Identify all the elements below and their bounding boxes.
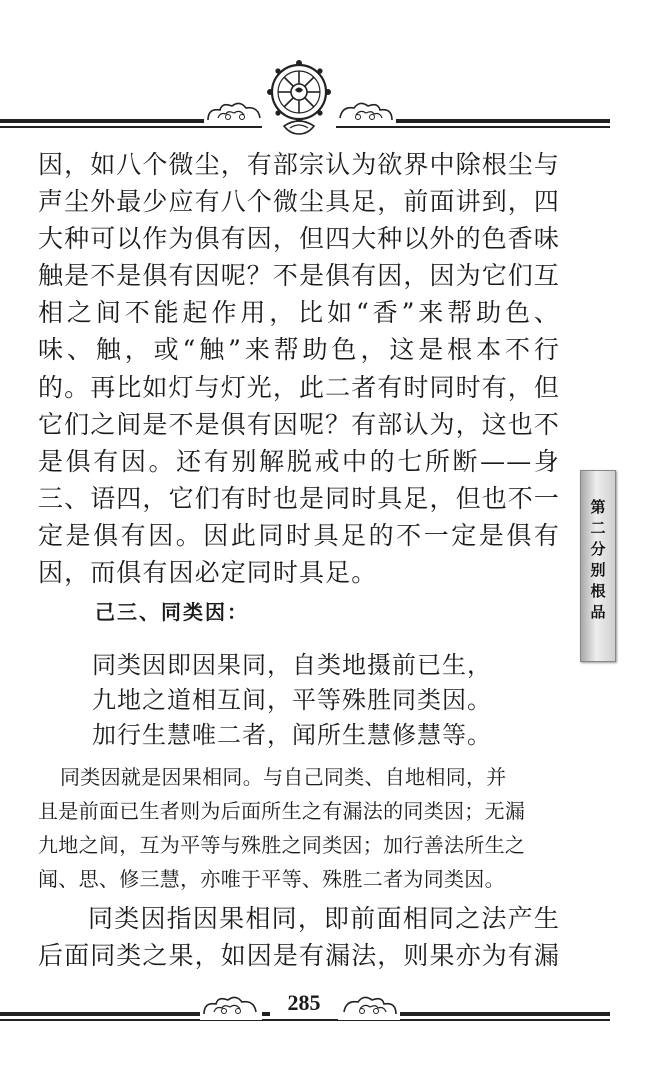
body-paragraph: 因，如八个微尘，有部宗认为欲界中除根尘与声尘外最少应有八个微尘具足，前面讲到，四大种可以作为俱有因，但四大种以外的色香味触是不是俱有因呢？不是俱有因，因为它们互相之间不能起作用，比如“香”来帮助色、味、触，或“触”来帮助色，这是根本不行的。再比如灯与灯光，此二者有时同时有，但它们之间是不是俱有因呢？有部认为，这也不是俱有因。还有别解脱戒中的七所断——身三、语四，它们有时也是同时具足，但也不一定是俱有因。因此同时具足的不一定是俱有因，而俱有因必定同时具足。 [38, 150, 561, 588]
chapter-side-tab [580, 470, 616, 662]
header-cloud-right-icon [334, 100, 396, 126]
commentary-line: 同类因就是因果相同。与自己同类、自地相同，并 [60, 765, 507, 789]
chapter-side-tab-label: 第二分别根品 [588, 499, 607, 625]
verse-block [92, 648, 572, 753]
section-heading: 己三、同类因： [95, 600, 249, 624]
commentary-line: 闻、思、修三慧，亦唯于平等、殊胜二者为同类因。 [38, 867, 505, 891]
verse-line: 九地之道相互间，平等殊胜同类因。 [92, 686, 492, 714]
body-paragraph: 同类因指因果相同，即前面相同之法产生后面同类之果，如因是有漏法，则果亦为有漏 [38, 904, 561, 971]
dharma-wheel-icon [262, 56, 336, 136]
footer-cloud-right-icon [338, 994, 400, 1020]
verse-line: 加行生慧唯二者，闻所生慧修慧等。 [92, 721, 492, 749]
commentary-line: 九地之间，互为平等与殊胜之同类因；加行善法所生之 [38, 833, 526, 857]
page-number: 285 [270, 990, 338, 1016]
commentary-line: 且是前面已生者则为后面所生之有漏法的同类因；无漏 [38, 799, 526, 823]
footer-rule-thin [0, 1019, 610, 1021]
commentary-block [38, 760, 562, 896]
verse-line: 同类因即因果同，自类地摄前已生， [92, 651, 492, 679]
footer-cloud-left-icon [200, 994, 262, 1020]
header-cloud-left-icon [204, 100, 266, 126]
